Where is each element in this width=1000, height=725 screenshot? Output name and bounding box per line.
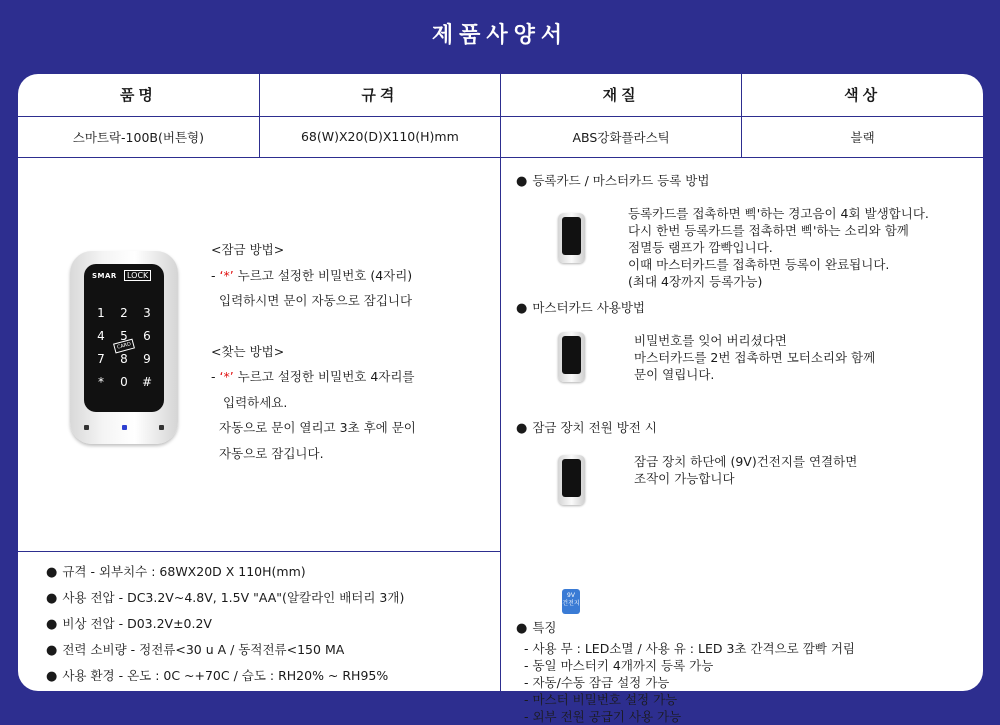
battery-icon xyxy=(562,589,580,614)
star-key-label: ‘*’ xyxy=(219,267,234,283)
dash: - xyxy=(211,369,220,384)
spec-text: 규격 - 외부치수 : 68WX20D X 110H(mm) xyxy=(62,564,306,579)
bullet-icon: ● xyxy=(46,643,58,658)
header-dimensions: 규격 xyxy=(259,74,500,116)
feature-item: - 자동/수동 잠금 설정 가능 xyxy=(524,675,670,690)
key: 7 xyxy=(97,352,105,366)
lock-line-1: 누르고 설정한 비밀번호 (4자리) xyxy=(233,267,413,283)
dash: - xyxy=(211,267,220,283)
text-line: 잠금 장치 하단에 (9V)건전지를 연결하면 xyxy=(634,454,858,469)
spec-item xyxy=(46,637,404,663)
text-line: 이때 마스터카드를 접촉하면 등록이 완료됩니다. xyxy=(628,257,890,272)
key: * xyxy=(98,375,104,389)
text-line: 조작이 가능합니다 xyxy=(634,471,735,486)
spec-table xyxy=(18,74,983,158)
key: 8 xyxy=(120,352,128,366)
find-method-line xyxy=(211,364,416,390)
lock-led-icon xyxy=(84,425,89,430)
brand-logo-text: SMAR xyxy=(92,272,117,280)
value-material: ABS강화플라스틱 xyxy=(501,116,742,157)
spec-item xyxy=(46,663,404,689)
spec-text: 사용 환경 - 온도 : 0C ~+70C / 습도 : RH20% ~ RH95% xyxy=(62,668,389,683)
bullet-icon: ● xyxy=(46,617,58,632)
power-discharge-text xyxy=(634,453,857,487)
indicator-leds xyxy=(84,425,164,430)
section-divider xyxy=(18,551,500,552)
text-line: 문이 열립니다. xyxy=(634,367,715,382)
spec-text: 비상 전압 - D03.2V±0.2V xyxy=(62,616,212,631)
features-list xyxy=(524,640,855,725)
feature-item: - 사용 무 : LED소멸 / 사용 유 : LED 3초 간격으로 깜빡 거림 xyxy=(524,641,856,656)
bullet-icon: ● xyxy=(516,174,528,189)
header-color: 색상 xyxy=(742,74,983,116)
section-title-text: 잠금 장치 전원 방전 시 xyxy=(532,420,657,435)
lock-method-title: <잠금 방법> xyxy=(211,242,285,257)
battery-label: 건전지 xyxy=(562,600,580,607)
card-registration-title xyxy=(516,171,709,189)
feature-item: - 동일 마스터키 4개까지 등록 가능 xyxy=(524,658,714,673)
spec-text: 사용 전압 - DC3.2V~4.8V, 1.5V "AA"(알칼라인 배터리 3개) xyxy=(62,590,405,605)
power-discharge-title xyxy=(516,418,657,436)
spec-item xyxy=(46,585,404,611)
find-method-title: <찾는 방법> xyxy=(211,343,285,359)
value-product-name: 스마트락-100B(버튼형) xyxy=(18,116,259,157)
battery-label: 9V xyxy=(567,592,575,599)
text-line: 마스터카드를 2번 접촉하면 모터소리와 함께 xyxy=(634,350,876,365)
bullet-icon: ● xyxy=(516,301,528,316)
spec-item xyxy=(46,559,404,585)
right-column xyxy=(501,157,983,724)
mini-device-image xyxy=(558,455,585,505)
keypad-keys xyxy=(92,306,156,398)
card-label: CARD xyxy=(113,339,135,354)
star-key-label: ‘*’ xyxy=(219,369,234,384)
keypad-face xyxy=(84,264,164,412)
feature-item: - 외부 전원 공급기 사용 가능 xyxy=(524,709,682,724)
value-dimensions: 68(W)X20(D)X110(H)mm xyxy=(259,116,500,157)
text-line: 비밀번호를 잊어 버리셨다면 xyxy=(634,333,787,348)
key-row xyxy=(92,306,156,320)
status-led-icon xyxy=(122,425,127,430)
key-row xyxy=(92,352,156,366)
spec-header-row xyxy=(18,74,983,116)
find-line-1: 누르고 설정한 비밀번호 4자리를 xyxy=(233,369,415,384)
brand-logo-text-2: LOCK xyxy=(124,270,151,281)
value-color: 블랙 xyxy=(742,116,983,157)
section-title-text: 등록카드 / 마스터카드 등록 방법 xyxy=(532,173,710,188)
master-card-text xyxy=(634,332,875,383)
spec-text: 전력 소비량 - 정전류<30 u A / 동적전류<150 MA xyxy=(62,642,345,657)
mini-device-image xyxy=(558,213,585,263)
key-row xyxy=(92,375,156,389)
section-title-text: 특징 xyxy=(532,620,557,635)
header-material: 재질 xyxy=(501,74,742,116)
bullet-icon: ● xyxy=(46,565,58,580)
text-line: 점멸등 램프가 깜빡입니다. xyxy=(628,240,773,255)
lock-instructions xyxy=(211,237,416,466)
text-line: 등록카드를 접촉하면 삑'하는 경고음이 4회 발생합니다. xyxy=(628,206,929,221)
bullet-icon: ● xyxy=(516,621,528,636)
key: 0 xyxy=(120,375,128,389)
feature-item: - 마스터 비밀번호 설정 가능 xyxy=(524,692,678,707)
key: 5 xyxy=(120,329,128,343)
section-title-text: 마스터카드 사용방법 xyxy=(532,300,645,315)
features-title xyxy=(516,618,557,636)
page-title: 제품사양서 xyxy=(431,23,569,48)
master-card-title xyxy=(516,298,645,316)
key: 2 xyxy=(120,306,128,320)
keypad-device-image xyxy=(70,251,178,444)
find-line-3: 자동으로 문이 열리고 3초 후에 문이 xyxy=(219,420,416,435)
card-registration-text xyxy=(628,205,929,290)
text-line: (최대 4장까지 등록가능) xyxy=(628,274,763,289)
header-product-name: 품명 xyxy=(18,74,259,116)
bullet-icon: ● xyxy=(516,421,528,436)
key: 3 xyxy=(143,306,151,320)
unlock-led-icon xyxy=(159,425,164,430)
find-line-2: 입력하세요. xyxy=(223,394,288,410)
key: 1 xyxy=(97,306,105,320)
mini-device-image xyxy=(558,332,585,382)
electrical-specs xyxy=(46,559,404,689)
bullet-icon: ● xyxy=(46,669,58,684)
text-line: 다시 한번 등록카드를 접촉하면 삑'하는 소리와 함께 xyxy=(628,223,909,238)
key: 6 xyxy=(143,329,151,343)
lock-line-2: 입력하시면 문이 자동으로 잠깁니다 xyxy=(219,293,413,308)
find-line-4: 자동으로 잠깁니다. xyxy=(219,445,324,461)
key: 4 xyxy=(97,329,105,343)
bullet-icon: ● xyxy=(46,591,58,606)
key: # xyxy=(141,375,153,389)
spec-item xyxy=(46,611,404,637)
spec-value-row xyxy=(18,116,983,157)
spec-sheet xyxy=(18,74,983,724)
key: 9 xyxy=(143,352,151,366)
lock-method-line xyxy=(211,263,416,289)
